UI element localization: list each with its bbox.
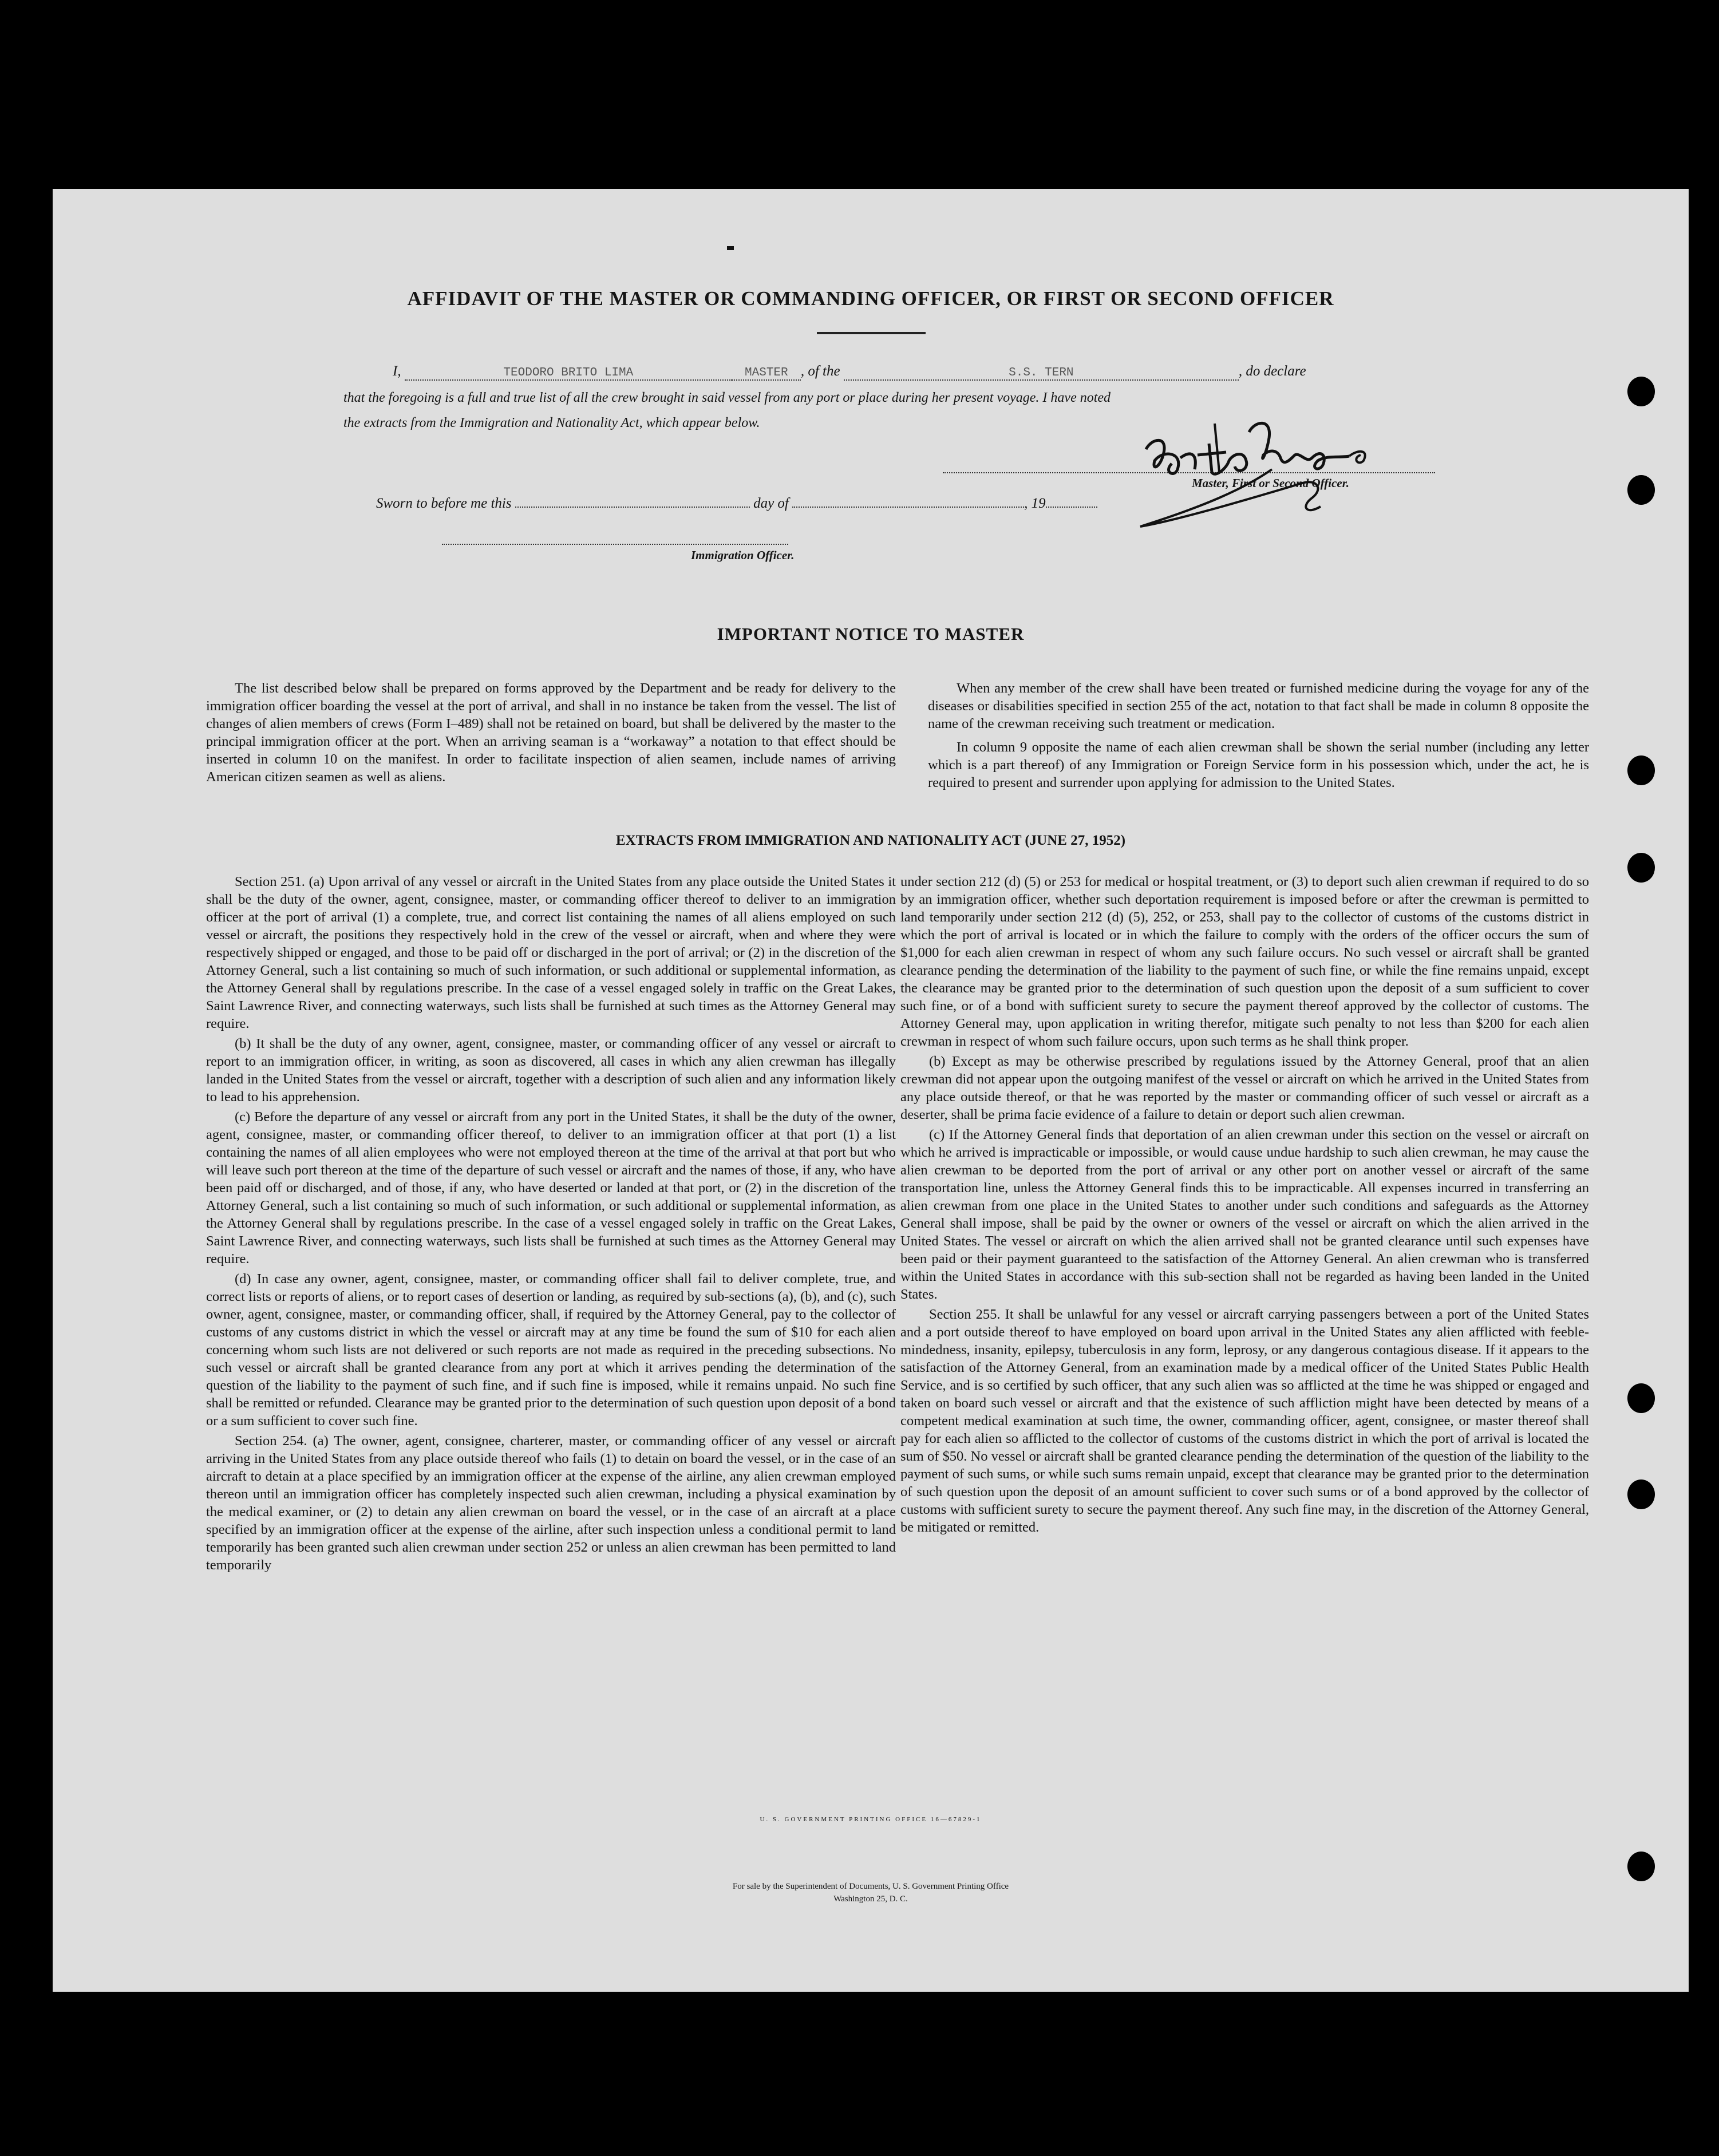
- section-251-c: (c) Before the departure of any vessel or aircraft from any port in the United States, it shall be the duty of the owner, agent, consignee, master, or commanding officer thereof, to deliver to an immigration officer at that port (1) a list containing the names of all alien employees who were not employed thereon at the time of the arrival at that port but who will leave such port thereon at the time of the departure of such vessel or aircraft and the names of those, if any, who have been paid off or discharged, and of those, if any, who have deserted or landed at that port, or (2) in the discretion of the Attorney General, such a list containing so much of such information, or such additional or supplemental information, as the Attorney General shall by regulations prescribe. In the case of a vessel engaged solely in traffic on the Great Lakes, Saint Lawrence River, and connecting waterways, such lists shall be furnished at such times as the Attorney General may require.: [206, 1109, 896, 1267]
- sworn-text: Sworn to before me this: [376, 496, 512, 511]
- master-name-field: TEODORO BRITO LIMA: [405, 366, 732, 381]
- sworn-line: [376, 495, 1097, 512]
- vessel-name-field: S.S. TERN: [844, 366, 1239, 381]
- punch-hole: [1627, 1479, 1655, 1509]
- extracts-left-column: [206, 873, 896, 1574]
- section-254-a-continued: under section 212 (d) (5) or 253 for medical or hospital treatment, or (3) to deport such alien crewman if required to do so by an immigration officer, whether such deportation requirement is imposed before or after the crewman is permitted to land temporarily under section 212 (d) (5), 252, or 253, shall pay to the collector of customs of the customs district in which the port of arrival is located or in which the failure to comply with the orders of the officer occurs the sum of $1,000 for each alien crewman in respect of whom any such failure occurs. No such vessel or aircraft shall be granted clearance pending the determination of the liability to the payment of such fine, or while the fine remains unpaid, except the clearance may be granted prior to the determination of such question upon the deposit of a sum sufficient to cover such fine, or of a bond with sufficient surety to secure the payment thereof approved by the collector of customs. The Attorney General may, upon application in writing therefor, mitigate such penalty to not less than $200 for each alien crewman in respect of whom such failure occurs, upon such terms as he shall think proper.: [900, 874, 1589, 1049]
- immigration-officer-line: [442, 544, 788, 545]
- title-divider: [817, 332, 926, 334]
- section-255: Section 255. It shall be unlawful for any vessel or aircraft carrying passengers between a port of the United States and a port outside thereof to have employed on board upon arrival in the United States any alien afflicted with feeble-mindedness, insanity, epilepsy, tuberculosis in any form, leprosy, or any dangerous contagious disease. If it appears to the satisfaction of the Attorney General, from an examination made by a medical officer of the United States Public Health Service, and is so certified by such officer, that any such alien was so afflicted at the time he was shipped or engaged and taken on board such vessel or aircraft and that the existence of such affliction might have been detected by means of a competent medical examination at such time, the owner, commanding officer, agent, consignee, or master thereof shall pay for each alien so afflicted to the collector of customs of the customs district in which the port of arrival is located the sum of $50. No vessel or aircraft shall be granted clearance pending the determination of the question of the liability to the payment of such sums, or while such sums remain unpaid, except that clearance may be granted prior to the determination of such question upon the deposit of an amount sufficient to cover such sums or of a bond approved by the collector of customs with sufficient surety to secure the payment thereof. Any such fine may, in the discretion of the Attorney General, be mitigated or remitted.: [900, 1307, 1589, 1535]
- affidavit-i: I,: [393, 363, 401, 379]
- punch-hole: [1627, 1383, 1655, 1413]
- section-254-a: Section 254. (a) The owner, agent, consignee, charterer, master, or commanding officer of any vessel or aircraft arriving in the United States from any place outside thereof who fails (1) to detain on board the vessel, or in the case of an aircraft to detain at a place specified by an immigration officer at the expense of the airline, any alien crewman employed thereon until an immigration officer has completely inspected such alien crewman, including a physical examination by the medical examiner, or (2) to detain any alien crewman on board the vessel, or in the case of an aircraft at a place specified by an immigration officer at the expense of the airline, after such inspection unless a conditional permit to land temporarily has been granted such alien crewman under section 252 or unless an alien crewman has been permitted to land temporarily: [206, 1433, 896, 1573]
- punch-hole: [1627, 1852, 1655, 1881]
- affidavit-line-1: [393, 363, 1486, 381]
- sworn-year-field[interactable]: [1046, 495, 1097, 508]
- notice-right-paragraph-2: In column 9 opposite the name of each alien crewman shall be shown the serial number (including any letter which is a part thereof) of any Immigration or Foreign Service form in his possession which, under the act, he is required to present and surrender upon applying for admission to the United States.: [928, 739, 1589, 790]
- gpo-imprint: U. S. GOVERNMENT PRINTING OFFICE 16—67829-1: [760, 1816, 982, 1823]
- day-of-text: day of: [753, 496, 789, 511]
- section-251-b: (b) It shall be the duty of any owner, agent, consignee, master, or commanding officer of any vessel or aircraft to report to an immigration officer, in writing, as soon as discovered, all cases in which any alien crewman has illegally landed in the United States from the vessel or aircraft, together with a description of such alien and any information likely to lead to his apprehension.: [206, 1036, 896, 1105]
- ink-speck: [727, 246, 734, 250]
- master-signature: [1129, 415, 1404, 541]
- year-prefix-text: , 19: [1024, 496, 1046, 511]
- extracts-right-column: [900, 873, 1589, 1536]
- do-declare-text: , do declare: [1238, 363, 1306, 379]
- punch-hole: [1627, 377, 1655, 406]
- sale-notice-line-2: Washington 25, D. C.: [833, 1894, 908, 1904]
- extracts-title: EXTRACTS FROM IMMIGRATION AND NATIONALITY ACT (JUNE 27, 1952): [615, 833, 1126, 848]
- sworn-day-field[interactable]: [515, 495, 750, 508]
- notice-right-paragraph-1: When any member of the crew shall have been treated or furnished medicine during the voyage for any of the diseases or disabilities specified in section 255 of the act, notation to that fact shall be made in column 8 opposite the name of the crewman receiving such treatment or medication.: [928, 681, 1589, 731]
- punch-hole: [1627, 853, 1655, 883]
- section-254-c: (c) If the Attorney General finds that deportation of an alien crewman under this section on the vessel or aircraft on which he arrived is impracticable or impossible, or would cause undue hardship to such alien crewman, he may cause the alien crewman to be deported from the port of arrival or any other port on another vessel or aircraft of the same transportation line, unless the Attorney General finds this to be impracticable. All expenses incurred in transferring an alien crewman from one place in the United States to another under such conditions and safeguards as the Attorney General shall impose, shall be paid by the owner or owners of the vessel or aircraft on which the alien arrived in the United States. The vessel or aircraft on which the alien arrived shall not be granted clearance until such expenses have been paid or their payment guaranteed to the satisfaction of the Attorney General. An alien crewman who is transferred within the United States in accordance with this sub-section shall not be regarded as having been landed in the United States.: [900, 1127, 1589, 1302]
- punch-hole: [1627, 475, 1655, 505]
- affidavit-line-2: that the foregoing is a full and true list of all the crew brought in said vessel from any port or place during her present voyage. I have noted: [343, 390, 1111, 405]
- immigration-officer-caption: Immigration Officer.: [691, 548, 795, 562]
- master-caption: Master, First or Second Officer.: [1192, 476, 1349, 490]
- document-page: [53, 189, 1689, 1992]
- notice-left-column: [206, 679, 896, 786]
- notice-title: IMPORTANT NOTICE TO MASTER: [717, 624, 1025, 644]
- notice-left-paragraph: The list described below shall be prepared on forms approved by the Department and be ready for delivery to the immigration officer boarding the vessel at the port of arrival, and shall in no instance be taken from the vessel. The list of changes of alien members of crews (Form I–489) shall not be retained on board, but shall be delivered by the master to the principal immigration officer at the port. When an arriving seaman is a “workaway” a notation to that effect should be inserted in column 10 on the manifest. In order to facilitate inspection of alien seamen, include names of arriving American citizen seamen as well as aliens.: [206, 681, 896, 785]
- punch-hole: [1627, 755, 1655, 785]
- of-the-text: , of the: [800, 363, 840, 379]
- section-251-a: Section 251. (a) Upon arrival of any vessel or aircraft in the United States from any place outside the United States it shall be the duty of the owner, agent, consignee, master, or commanding officer thereof to deliver to an immigration officer at the port of arrival (1) a complete, true, and correct list containing the names of all aliens employed on such vessel or aircraft, the positions they respectively hold in the crew of the vessel or aircraft, when and where they were respectively shipped or engaged, and those to be paid off or discharged in the port of arrival; or (2) in the discretion of the Attorney General, such a list containing so much of such information, or such additional or supplemental information, as the Attorney General shall by regulations prescribe. In the case of a vessel engaged solely in traffic on the Great Lakes, Saint Lawrence River, and connecting waterways, such lists shall be furnished at such times as the Attorney General may require.: [206, 874, 896, 1031]
- section-254-b: (b) Except as may be otherwise prescribed by regulations issued by the Attorney General, proof that an alien crewman did not appear upon the outgoing manifest of the vessel or aircraft on which he arrived in the United States from any place outside thereof, or that he was reported by the master or commanding officer of such vessel or aircraft as a deserter, shall be prima facie evidence of a failure to detain or deport such alien crewman.: [900, 1054, 1589, 1122]
- notice-right-column: [928, 679, 1589, 792]
- sale-notice-line-1: For sale by the Superintendent of Documents, U. S. Government Printing Office: [732, 1882, 1009, 1891]
- affidavit-line-3: the extracts from the Immigration and Nationality Act, which appear below.: [343, 416, 760, 430]
- sworn-month-field[interactable]: [792, 495, 1024, 508]
- rank-field: MASTER: [732, 366, 801, 381]
- section-251-d: (d) In case any owner, agent, consignee, master, or commanding officer shall fail to deliver complete, true, and correct lists or reports of aliens, or to report cases of desertion or landing, as required by sub-sections (a), (b), and (c), such owner, agent, consignee, master, or commanding officer, shall, if required by the Attorney General, pay to the collector of customs of any customs district in which the vessel or aircraft may at any time be found the sum of $10 for each alien concerning whom such lists are not delivered or such reports are not made as required in the preceding subsections. No such vessel or aircraft shall be granted clearance from any port at which it arrives pending the determination of the question of the liability to the payment of such fine, and if such fine is imposed, while it remains unpaid. No such fine shall be remitted or refunded. Clearance may be granted prior to the determination of such question upon deposit of a bond or a sum sufficient to cover such fine.: [206, 1271, 896, 1429]
- affidavit-title: AFFIDAVIT OF THE MASTER OR COMMANDING OFFICER, OR FIRST OR SECOND OFFICER: [407, 287, 1334, 310]
